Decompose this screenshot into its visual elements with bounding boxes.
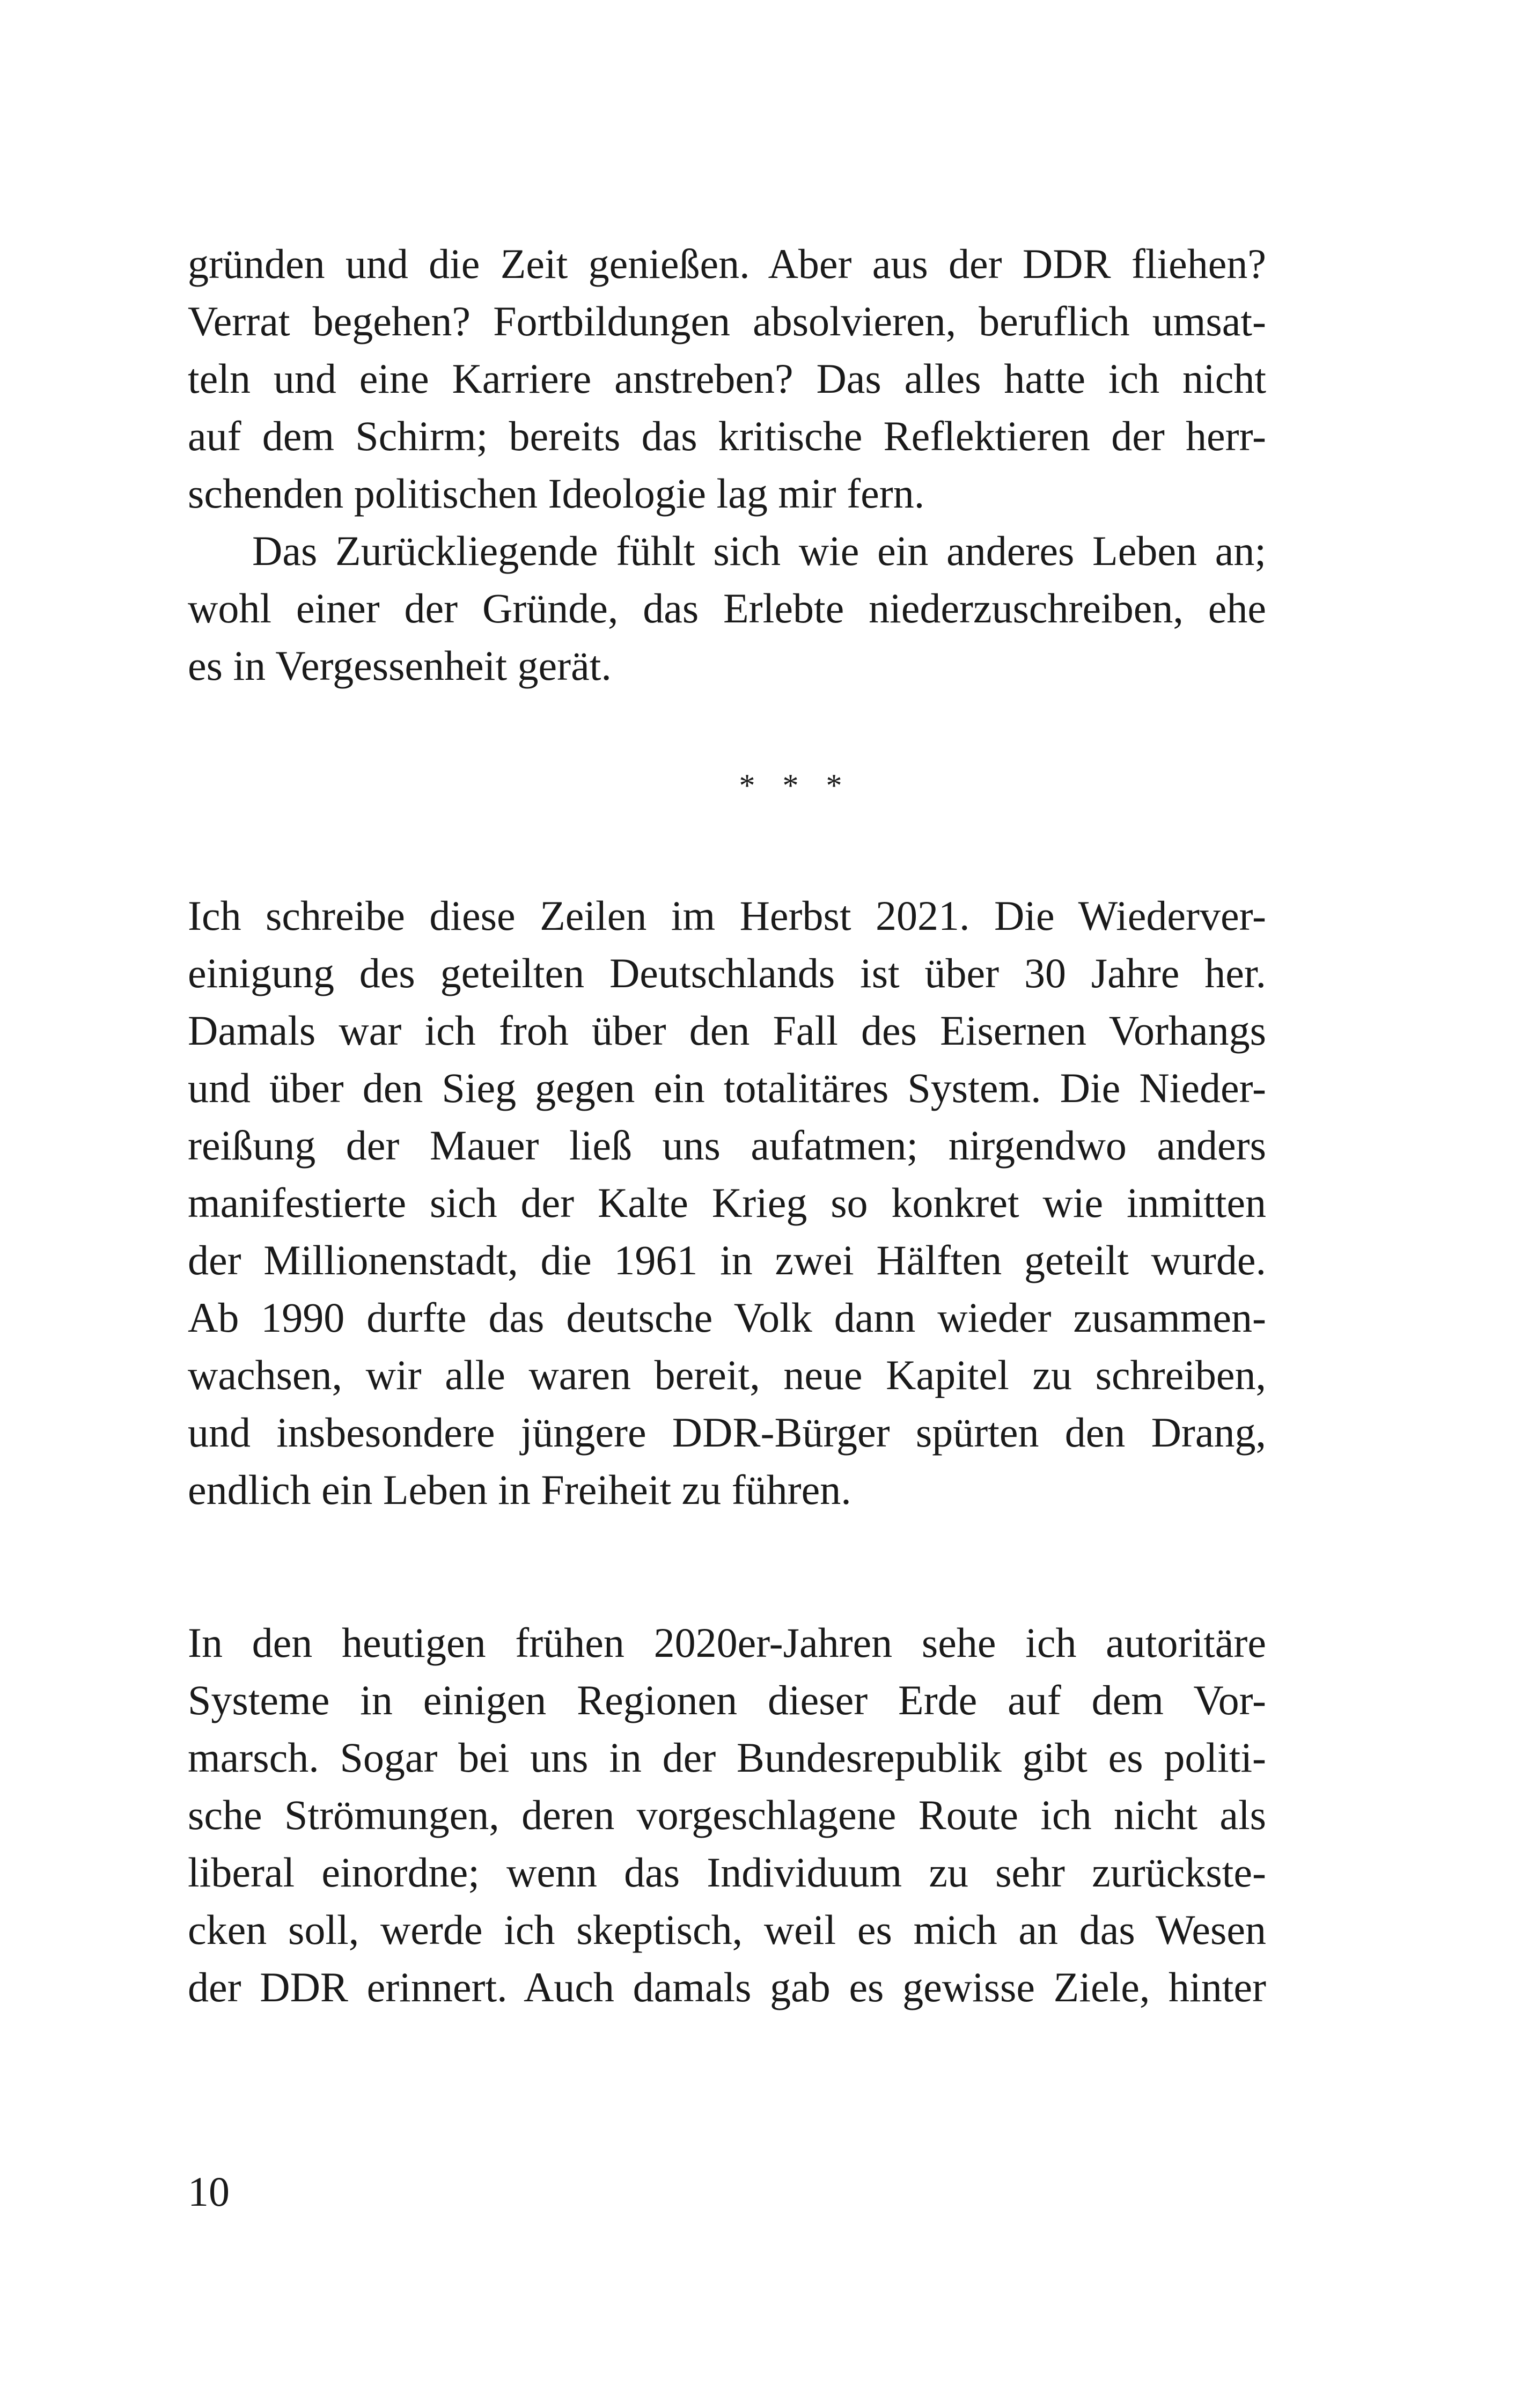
paragraph-block-1 xyxy=(188,235,1266,694)
text-line: liberal einordne; wenn das Individuum zu sehr zurückste- xyxy=(188,1849,1266,1896)
text-line: Damals war ich froh über den Fall des Eisernen Vorhangs xyxy=(188,1007,1266,1054)
text-line: reißung der Mauer ließ uns aufatmen; nirgendwo anders xyxy=(188,1122,1266,1169)
text-line: Verrat begehen? Fortbildungen absolvieren, beruflich umsat- xyxy=(188,298,1266,344)
text-line: wohl einer der Gründe, das Erlebte niederzuschreiben, ehe xyxy=(188,585,1266,632)
text-line: es in Vergessenheit gerät. xyxy=(188,642,612,689)
page-number: 10 xyxy=(188,2168,230,2215)
text-line: und insbesondere jüngere DDR-Bürger spürten den Drang, xyxy=(188,1409,1266,1456)
text-line: cken soll, werde ich skeptisch, weil es mich an das Wesen xyxy=(188,1906,1266,1953)
text-line: auf dem Schirm; bereits das kritische Reflektieren der herr- xyxy=(188,413,1266,459)
text-line: In den heutigen frühen 2020er-Jahren sehe ich autoritäre xyxy=(188,1619,1266,1666)
text-line: Ab 1990 durfte das deutsche Volk dann wieder zusammen- xyxy=(188,1294,1266,1341)
text-line: der Millionenstadt, die 1961 in zwei Hälften geteilt wurde. xyxy=(188,1237,1266,1283)
text-line: gründen und die Zeit genießen. Aber aus der DDR fliehen? xyxy=(188,240,1266,287)
paragraph-block-2 xyxy=(188,887,1266,1518)
text-line: marsch. Sogar bei uns in der Bundesrepublik gibt es politi- xyxy=(188,1734,1266,1781)
text-line: und über den Sieg gegen ein totalitäres System. Die Nieder- xyxy=(188,1064,1266,1111)
text-line: Ich schreibe diese Zeilen im Herbst 2021. Die Wiederver- xyxy=(188,892,1266,939)
text-line: schenden politischen Ideologie lag mir fern. xyxy=(188,470,925,517)
text-line: der DDR erinnert. Auch damals gab es gewisse Ziele, hinter xyxy=(188,1964,1266,2010)
text-line: teln und eine Karriere anstreben? Das alles hatte ich nicht xyxy=(188,355,1266,402)
text-line: sche Strömungen, deren vorgeschlagene Route ich nicht als xyxy=(188,1792,1266,1838)
paragraph-block-3 xyxy=(188,1614,1266,2016)
text-line: endlich ein Leben in Freiheit zu führen. xyxy=(188,1466,851,1513)
text-line: manifestierte sich der Kalte Krieg so konkret wie inmitten xyxy=(188,1179,1266,1226)
section-separator: * * * xyxy=(739,768,852,803)
text-line: Das Zurückliegende fühlt sich wie ein anderes Leben an; xyxy=(252,527,1266,574)
text-line: wachsen, wir alle waren bereit, neue Kapitel zu schreiben, xyxy=(188,1352,1266,1398)
text-line: Systeme in einigen Regionen dieser Erde auf dem Vor- xyxy=(188,1677,1266,1723)
text-line: einigung des geteilten Deutschlands ist über 30 Jahre her. xyxy=(188,950,1266,996)
